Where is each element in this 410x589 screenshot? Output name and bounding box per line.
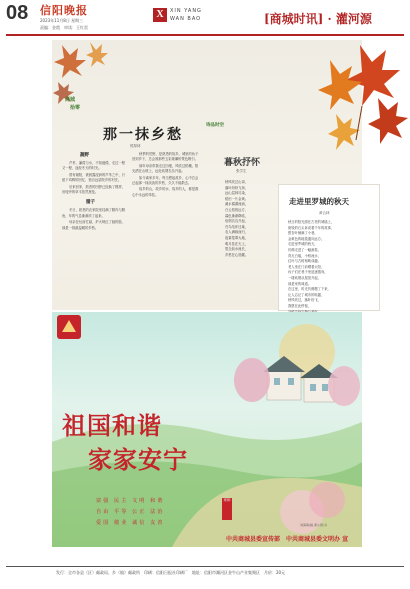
article-paragraph: 曾有朝阳，被晨露浸润的芦苇之中，只留下鸡鸭的回忆，独自远望故乡的村庄。 [62,172,126,183]
article-paragraph: 秋季的荒野，是熟悉的故乡。城里的孩子回到乡下，总会被那些五彩斑斓的景色吸引。 [132,152,199,162]
poem-line: 在这里，时光仿佛慢了下来， [288,287,331,292]
poem-line: 暮色渐渐降临， [225,213,249,218]
poem1-title: 暮秋抒怀 [224,158,261,168]
article-paragraph: 故乡的山，故乡的水，故乡的人，都是我心中永远的牵挂。 [132,187,199,197]
poem-line: 红叶与古树相映成趣。 [288,259,321,264]
column-tag-line2: 拾零 [70,105,81,111]
poem2-author: 黄合林 [319,211,330,215]
banner-title-line1: 祖国和谐 [62,411,162,440]
column-tag-line1: 商城 [65,97,76,103]
core-values-row3: 爱国 敬业 诚信 友善 [96,520,165,526]
sponsor-line: 中共商城县委宣传部 中共商城县委文明办 宣 [226,536,349,543]
poem-line: 明月挂在天上， [225,241,249,246]
poem-line: 孩子们在巷子里追逐嬉戏， [288,270,328,275]
article-paragraph: 母亲在灶前忙碌，炉火映红了她的脸，那是一抹最温暖的乡愁。 [62,220,126,230]
issue-date: 2023年11月8日 星期三 [40,18,84,23]
x-logo-icon: X [153,8,167,22]
poem-line: 乡愁在心底藏。 [225,252,249,257]
poem-line: 我愿在此停留， [288,303,312,308]
section-heading: 腊子 [86,200,95,206]
poem-line: 稻田一片金黄。 [225,196,249,201]
article-column-1 [62,152,127,232]
poem-line: 夜幕笼罩大地， [225,235,249,240]
poem1-body [225,180,273,258]
poem-line: 归鸟结伴还巢， [225,224,249,229]
poem-line: 秋风吹过山岗， [225,180,249,184]
poem-line: 青瓦白墙，小桥流水， [288,253,321,258]
header-divider [6,34,404,36]
core-values-row1: 富强 民主 文明 和谐 [96,498,165,504]
wan-bao-label: WAN BAO [170,16,202,22]
article-column-2 [132,152,200,199]
banner-logo-icon [56,314,82,340]
maple-leaves-left-icon [52,40,122,110]
poem-line: 仿佛走进了一幅画卷， [288,247,321,252]
article-paragraph: 冬日，熟悉的农家院里挂满了腊肉与腊鱼，年的气息渐渐浓了起来。 [62,208,126,218]
footer-divider [6,566,404,567]
poem-line: 远山层林尽染， [225,191,249,196]
maple-leaves-right-icon [300,40,410,160]
poem-line: 金黄色的地毯通向远方。 [288,236,325,241]
section-title: [商城时讯] · 灌河源 [264,12,372,26]
poem-line: 白云悠悠远方， [225,207,249,212]
article-paragraph: 芦苇、蒹葭与水，不知疲倦，走过一程又一程，途经冬天的时光。 [62,161,126,171]
poem-line: 一缕炊烟从屋顶升起， [288,275,321,280]
footer-info: 发行：全市各县（区）邮政局、乡（镇）邮政所 印刷：信阳日报社印刷厂 地址：信阳市浉河区金牛山产业集聚区 月价：20元 [56,570,286,575]
poem-line: 老人坐在门前晒着太阳， [288,264,325,269]
article-paragraph: 后来回家，熟悉的田野已经换了模样，田埂旁的草木依然葱茏。 [62,184,126,195]
painter-credit: 刘润海/画 黄小毅/书 [300,523,327,527]
article-title: 那一抹乡愁 [103,127,183,143]
poem-line: 炊烟袅袅升起， [225,219,249,224]
xin-yang-label: XIN YANG [170,8,202,14]
poem-line: 银杏叶铺满了小巷， [288,231,318,236]
poetry-label: 诗品时空 [206,123,224,128]
paper-logo: 信阳晚报 [40,4,88,17]
article-author: 熊厚林 [130,144,141,148]
poem-line: 斑驳的石头诉说着千年的故事， [288,225,335,230]
editors-line: 责编：金霞 审读：王红雷 [40,25,88,30]
poem-line: 落叶纷纷飞扬， [225,185,249,190]
poem2-title: 走进里罗城的秋天 [289,197,349,206]
poem-line: 让人忘记了城市的喧嚣， [288,292,325,297]
poem-line: 秋风吹过，落叶纷飞， [288,298,321,303]
article-paragraph: 那年母亲带我走过田埂，风吹过稻穗，阳光洒在山坡上，远处炊烟袅袅升起。 [132,163,199,174]
poem-line: 思念如水流长， [225,247,249,252]
red-seal-stamp: 家和 [222,498,232,520]
section-heading: 蔬野 [80,153,89,158]
poem2-body [288,220,374,315]
poem1-author: 张学生 [236,169,247,173]
poem-line: 农人满载而归， [225,230,249,235]
article-paragraph: 如今离家多年，每当想起故乡，心中总会泛起那一抹淡淡的乡愁，久久不能散去。 [132,175,199,186]
poem-line: 溪水潺潺流淌， [225,202,249,207]
page-number: 08 [6,2,29,24]
poem-line: 那是家的味道。 [288,281,312,286]
poem-line: 秋日的阳光照在古老的城墙上， [288,220,335,224]
banner-title-line2: 家家安宁 [88,445,188,474]
core-values-row2: 自由 平等 公正 法治 [96,509,165,515]
poem-line: 走进里罗城的秋天， [288,242,318,247]
